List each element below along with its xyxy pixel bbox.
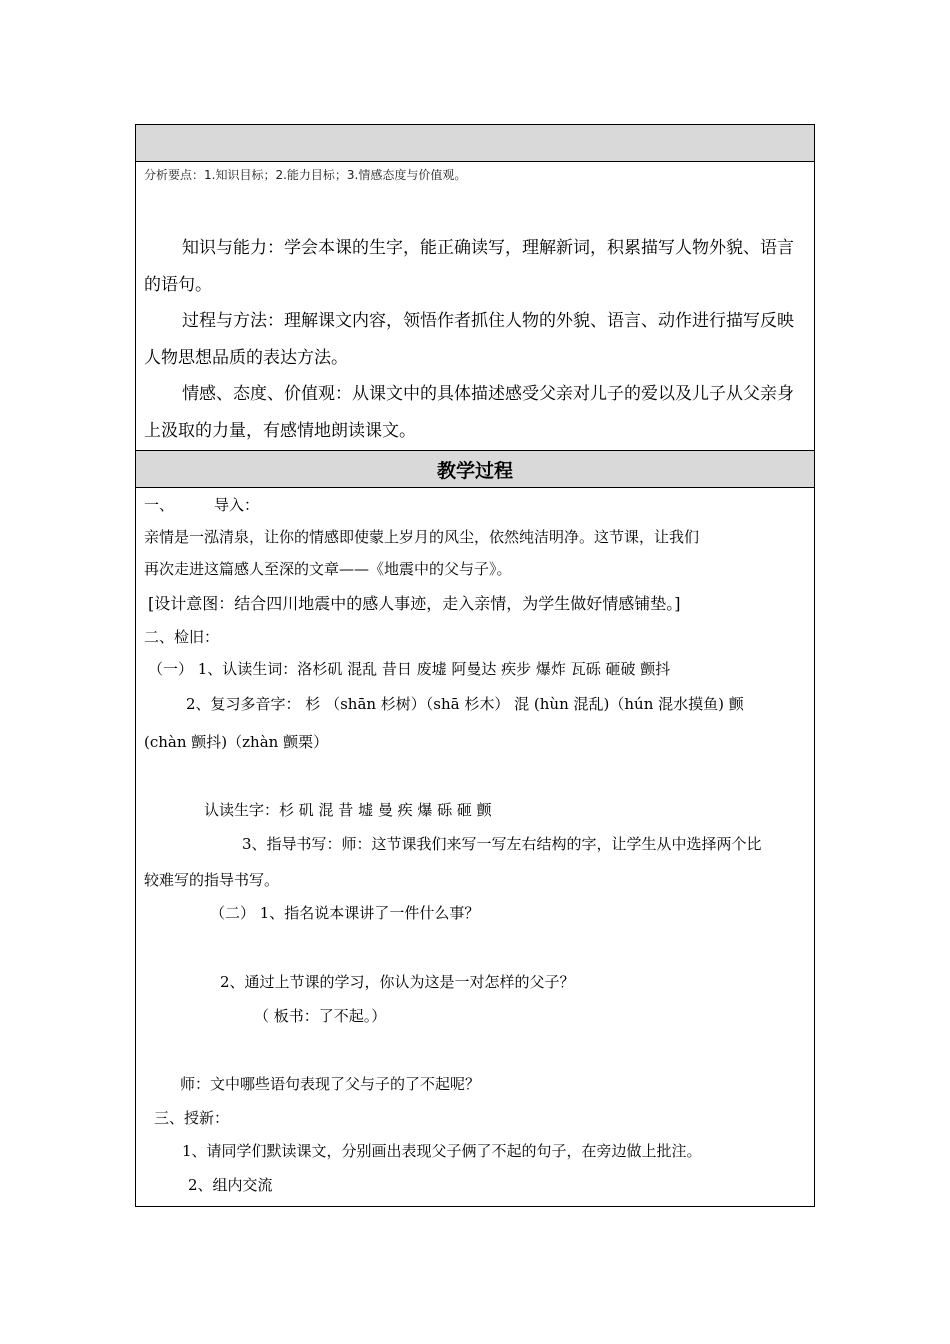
review-heading: 二、检旧：	[144, 628, 220, 646]
part2-question-2: 2、通过上节课的学习，你认为这是一对怎样的父子？	[220, 973, 575, 991]
intro-paragraph-1: 亲情是一泓清泉，让你的情感即使蒙上岁月的风尘，依然纯洁明净。这节课，让我们	[144, 528, 700, 546]
review-words: （一） 1、认读生词：洛杉矶 混乱 昔日 废墟 阿曼达 疾步 爆炸 瓦砾 砸破 颤抖	[148, 660, 671, 678]
teaching-goals-section	[136, 162, 814, 450]
design-intent: [设计意图：结合四川地震中的感人事迹，走入亲情，为学生做好情感铺垫。]	[148, 594, 681, 613]
teacher-question: 师：文中哪些语句表现了父与子的了不起呢？	[180, 1075, 481, 1093]
intro-paragraph-2: 再次走进这篇感人至深的文章——《地震中的父与子》。	[144, 560, 512, 578]
new-step-1: 1、请同学们默读课文，分别画出表现父子俩了不起的句子，在旁边做上批注。	[182, 1142, 702, 1160]
process-title: 教学过程	[136, 450, 814, 488]
new-step-2: 2、组内交流	[188, 1176, 273, 1194]
table-header-bar	[136, 125, 814, 162]
review-characters: 认读生字：杉 矶 混 昔 墟 曼 疾 爆 砾 砸 颤	[204, 801, 492, 819]
goal-process: 过程与方法：理解课文内容，领悟作者抓住人物的外貌、语言、动作进行描写反映人物思想品质的表达方法。	[144, 311, 794, 368]
review-writing: 3、指导书写：师：这节课我们来写一写左右结构的字，让学生从中选择两个比	[242, 835, 762, 853]
teaching-process-section	[136, 488, 814, 1206]
board-note: （ 板书：了不起。）	[254, 1007, 387, 1025]
part2-question-1: （二） 1、指名说本课讲了一件什么事？	[210, 904, 480, 922]
analysis-note: 分析要点：1.知识目标；2.能力目标；3.情感态度与价值观。	[144, 168, 467, 182]
review-writing-cont: 较难写的指导书写。	[144, 871, 280, 889]
lesson-plan-table	[135, 124, 815, 1207]
goal-knowledge: 知识与能力：学会本课的生字，能正确读写，理解新词，积累描写人物外貌、语言的语句。	[144, 238, 794, 295]
goal-emotion: 情感、态度、价值观：从课文中的具体描述感受父亲对儿子的爱以及儿子从父亲身上汲取的力量，有感情地朗读课文。	[144, 384, 794, 441]
intro-heading-num: 一、	[144, 496, 175, 514]
review-polyphones: 2、复习多音字： 杉 （shān 杉树）（shā 杉木） 混 (hùn 混乱)（hún 混水摸鱼) 颤	[186, 695, 744, 713]
intro-heading: 导入：	[214, 496, 260, 514]
review-polyphones-cont: (chàn 颤抖)（zhàn 颤栗）	[144, 733, 329, 751]
new-heading: 三、授新：	[154, 1109, 230, 1127]
